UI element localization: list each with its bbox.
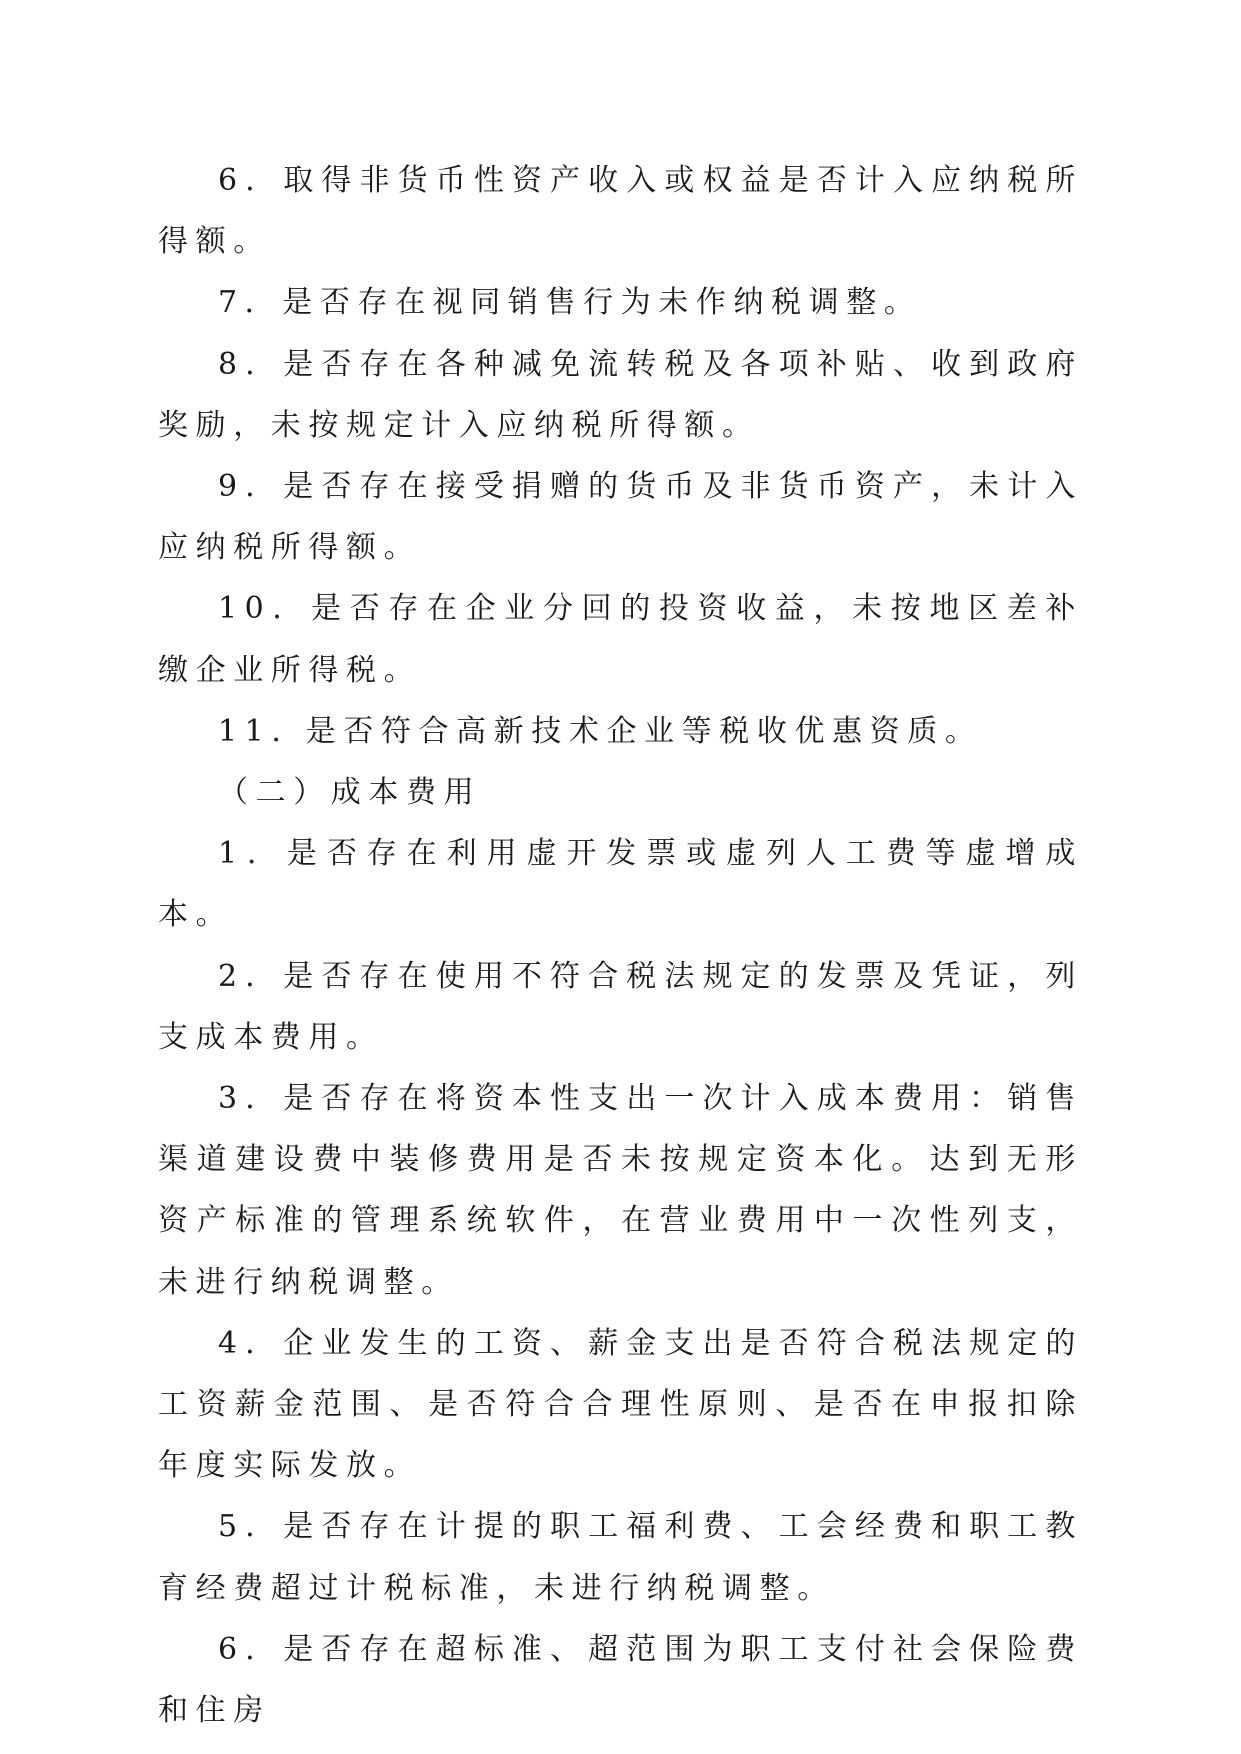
item-6-noncash-income: 6．取得非货币性资产收入或权益是否计入应纳税所得额。 [158,163,1083,260]
section-heading-cost-expenses: （二）成本费用 [218,775,482,811]
item-11-high-tech-qualification: 11. 是否符合高新技术企业等税收优惠资质。 [218,713,983,749]
item-8-tax-exemptions-subsidies: 8．是否存在各种减免流转税及各项补贴、收到政府奖励，未按规定计入应纳税所得额。 [158,346,1083,443]
item-4-wages-salaries: 4．企业发生的工资、薪金支出是否符合税法规定的工资薪金范围、是否符合合理性原则、是否在申报扣除年度实际发放。 [158,1325,1083,1484]
item-3-capital-expenditure: 3．是否存在将资本性支出一次计入成本费用：销售渠道建设费中装修费用是否未按规定资本化。达到无形资产标准的管理系统软件，在营业费用中一次性列支，未进行纳税调整。 [158,1081,1083,1300]
item-2-noncompliant-invoices: 2．是否存在使用不符合税法规定的发票及凭证，列支成本费用。 [158,958,1083,1055]
document-body [158,150,1083,1741]
item-7-deemed-sales: 7．是否存在视同销售行为未作纳税调整。 [218,285,922,321]
item-1-false-invoices: 1．是否存在利用虚开发票或虚列人工费等虚增成本。 [158,836,1083,933]
item-6-social-insurance-housing: 6．是否存在超标准、超范围为职工支付社会保险费和住房 [158,1631,1083,1729]
item-10-investment-income: 10．是否存在企业分回的投资收益，未按地区差补缴企业所得税。 [158,591,1083,688]
item-5-welfare-union-education: 5．是否存在计提的职工福利费、工会经费和职工教育经费超过计税标准，未进行纳税调整。 [158,1509,1083,1606]
item-9-donations: 9．是否存在接受捐赠的货币及非货币资产，未计入应纳税所得额。 [158,469,1083,566]
